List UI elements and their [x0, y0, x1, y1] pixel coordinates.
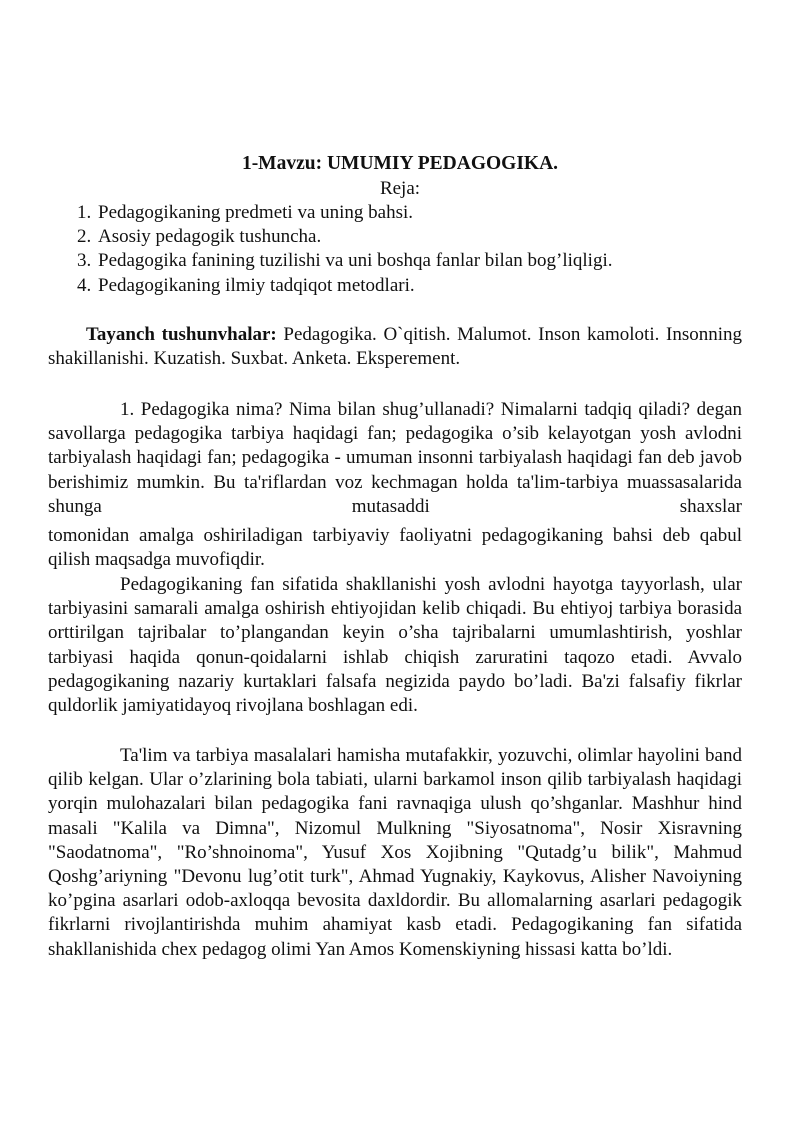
paragraph-3: Ta'lim va tarbiya masalalari hamisha mutafakkir, yozuvchi, olimlar hayolini band qilib kelgan. Ular o’zlarining bola tabiati, ularni barkamol inson qilib tarbiyalash haqidagi yorqin mulohazalari bilan pedagogika fani ravnaqiga ulush qo’shganlar. Mashhur hind masali "Kalila va Dimna", Nizomul Mulkning "Siyosatnoma", Nosir Xisravning "Saodatnoma", "Ro’shnoinoma", Yusuf Xos Xojibning "Qutadg’u bilik", Mahmud Qoshg’ariyning "Devonu lug’otit turk", Ahmad Yugnakiy, Kaykovus, Alisher Navoiyning ko’pgina asarlari odob-axloqqa bevosita daxldordir. Bu allomalarning asarlari pedagogik fikrlarni rivojlantirishda muhim ahamiyat kasb etadi. Pedagogikaning fan sifatida shakllanishida chex pedagog olimi Yan Amos Komenskiyning hissasi katta bo’ldi.	[48, 745, 742, 960]
paragraph-1b: tomonidan amalga oshiriladigan tarbiyaviy faoliyatni pedagogikaning bahsi deb qabul qilish maqsadga muvofiqdir.	[48, 525, 742, 571]
plan-item: 2. Asosiy pedagogik tushuncha.	[96, 225, 796, 249]
plan-heading: Reja:	[379, 178, 421, 199]
keywords-text: Pedagogika. O`qitish. Malumot. Inson kamoloti. Insonning shakillanishi. Kuzatish. Suxbat. Anketa. Eksperement.	[48, 324, 743, 370]
plan-item: 1. Pedagogikaning predmeti va uning bahsi.	[96, 201, 796, 225]
keywords-label: Tayanch tushunvhalar:	[86, 324, 277, 345]
plan-item: 3. Pedagogika fanining tuzilishi va uni boshqa fanlar bilan bog’liqligi.	[96, 249, 796, 273]
keywords-paragraph	[48, 323, 742, 371]
paragraph-1a: 1. Pedagogika nima? Nima bilan shug’ullanadi? Nimalarni tadqiq qiladi? degan savollarga pedagogika tarbiya haqidagi fan; pedagogika o’sib kelayotgan yosh avlodni tarbiyalash haqidagi fan; pedagogika - umuman insonni tarbiyalash haqidagi fan deb javob berishimiz mumkin. Bu ta'riflardan voz kechmagan holda ta'lim-tarbiya muassasalarida shunga mutasaddi shaxslar	[48, 399, 742, 517]
plan-item: 4. Pedagogikaning ilmiy tadqiqot metodlari.	[96, 274, 796, 298]
paragraph-2: Pedagogikaning fan sifatida shakllanishi yosh avlodni hayotga tayyorlash, ular tarbiyasini samarali amalga oshirish ehtiyojidan kelib chiqadi. Bu ehtiyoj tarbiya borasida orttirilgan tajribalar to’plangandan keyin o’sha tajribalarni umumlashtirish, yoshlar tarbiyasi haqida qonun-qoidalarni ishlab chiqish zaruratini taqozo etadi. Avvalo pedagogikaning nazariy kurtaklari falsafa negizida paydo bo’ladi. Ba'zi falsafiy fikrlar quldorlik jamiyatidayoq rivojlana boshlagan edi.	[48, 574, 742, 717]
document-title: 1-Mavzu: UMUMIY PEDAGOGIKA.	[241, 153, 559, 174]
plan-list	[48, 201, 796, 298]
